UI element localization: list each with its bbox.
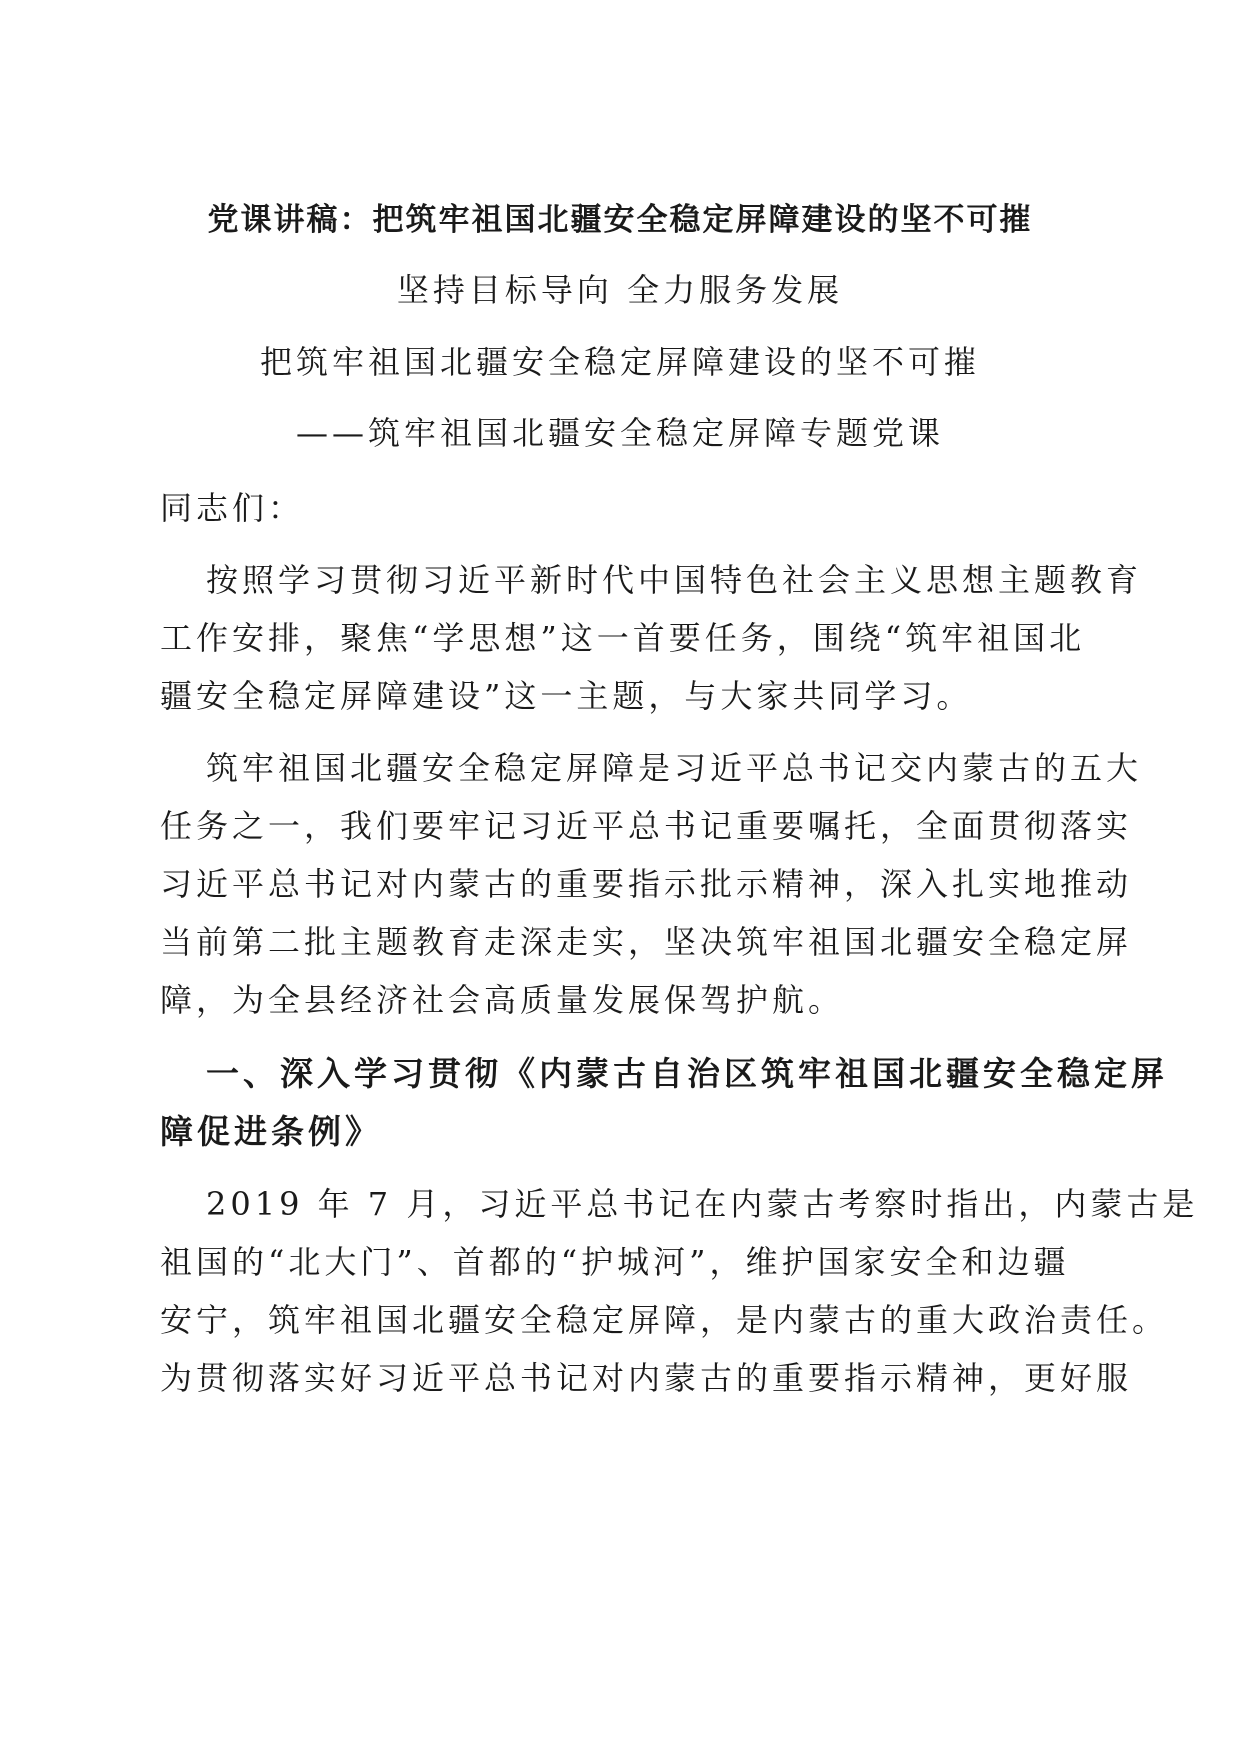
paragraph-2-line: 障，为全县经济社会高质量发展保驾护航。 [160,981,845,1019]
paragraph-1-line: 工作安排，聚焦“学思想”这一首要任务，围绕“筑牢祖国北 [160,619,1086,657]
paragraph-3-line: 祖国的“北大门”、首都的“护城河”，维护国家安全和边疆 [160,1243,1070,1281]
paragraph-3-line: 为贯彻落实好习近平总书记对内蒙古的重要指示精神，更好服 [160,1359,1133,1397]
paragraph-3-line: 安宁，筑牢祖国北疆安全稳定屏障，是内蒙古的重大政治责任。 [160,1301,1169,1339]
section-1-heading: 一、深入学习贯彻《内蒙古自治区筑牢祖国北疆安全稳定屏 [206,1054,1168,1093]
subtitle-1: 坚持目标导向 全力服务发展 [396,271,844,309]
subtitle-2: 把筑牢祖国北疆安全稳定屏障建设的坚不可摧 [259,343,980,381]
salutation: 同志们： [160,489,305,527]
document-title: 党课讲稿：把筑牢祖国北疆安全稳定屏障建设的坚不可摧 [207,202,1033,238]
paragraph-2-line: 筑牢祖国北疆安全稳定屏障是习近平总书记交内蒙古的五大 [206,749,1143,787]
paragraph-1-line: 疆安全稳定屏障建设”这一主题，与大家共同学习。 [160,677,973,715]
paragraph-2-line: 当前第二批主题教育走深走实，坚决筑牢祖国北疆安全稳定屏 [160,923,1133,961]
paragraph-2-line: 任务之一，我们要牢记习近平总书记重要嘱托，全面贯彻落实 [160,807,1133,845]
paragraph-2-line: 习近平总书记对内蒙古的重要指示批示精神，深入扎实地推动 [160,865,1133,903]
section-1-heading: 障促进条例》 [160,1112,382,1151]
paragraph-1-line: 按照学习贯彻习近平新时代中国特色社会主义思想主题教育 [206,561,1143,599]
subtitle-3: ——筑牢祖国北疆安全稳定屏障专题党课 [295,414,944,452]
paragraph-3-line: 2019 年 7 月，习近平总书记在内蒙古考察时指出，内蒙古是 [206,1185,1199,1223]
